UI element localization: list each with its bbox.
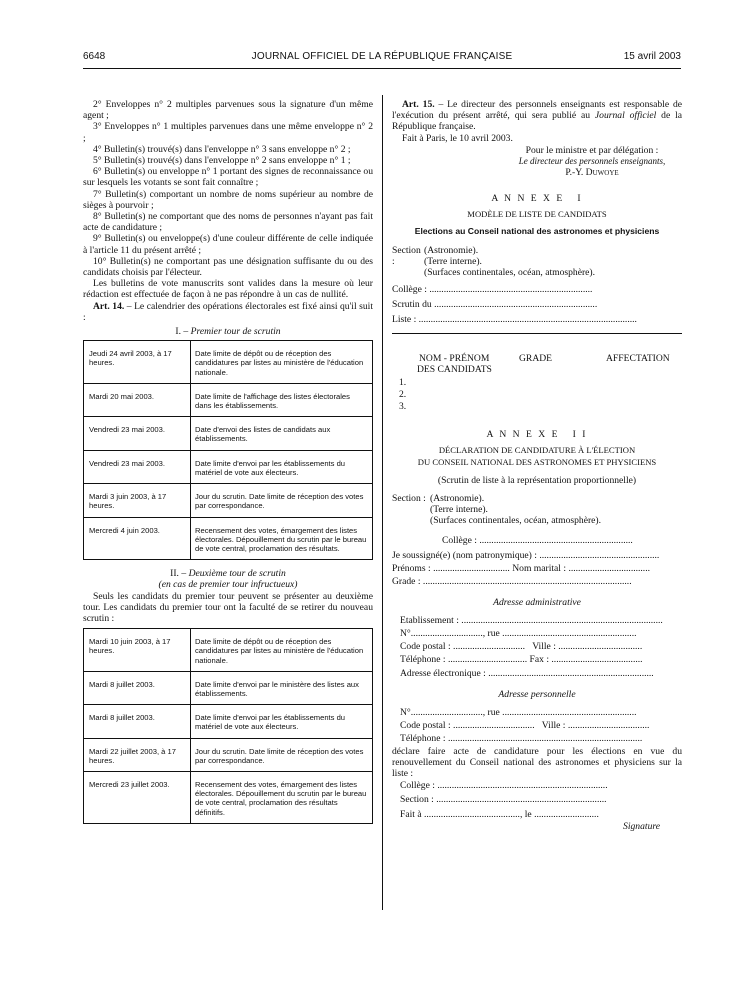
nullity-item: 10° Bulletin(s) ne comportant pas une désignation suffisante du ou des candidats choisis par l'électeur. xyxy=(83,255,373,279)
prenoms-line: Prénoms : ................................ Nom marital : .................................. xyxy=(392,563,650,575)
declaration-paragraph: déclare faire acte de candidature pour les élections en vue du renouvellement du Conseil national des astronomes et physiciens sur la liste : xyxy=(392,745,682,779)
elections-title: Elections au Conseil national des astronomes et physiciens xyxy=(414,225,660,236)
tel-line: Téléphone : ................................. Fax : ...................................... xyxy=(400,654,643,666)
column-header-affectation: AFFECTATION xyxy=(606,353,670,365)
email-line: Adresse électronique : ..................................................................... xyxy=(400,667,654,679)
table-row xyxy=(84,738,373,771)
model-title: MODÈLE DE LISTE DE CANDIDATS xyxy=(467,208,607,219)
right-column xyxy=(392,99,682,832)
liste-line: Liste : ........................................................................................... xyxy=(392,314,637,326)
date-cell: Vendredi 23 mai 2003. xyxy=(84,450,191,483)
college-line: Collège : .................................................................... xyxy=(392,283,593,295)
event-cell: Date limite d'envoi par les établissements du matériel de vote aux électeurs. xyxy=(191,705,373,738)
admin-address-title: Adresse administrative xyxy=(493,597,581,609)
director-title: Le directeur des personnels enseignants, xyxy=(518,156,666,167)
event-cell: Date limite de dépôt ou de réception des candidatures par listes au ministère de l'éducation nationale. xyxy=(191,629,373,672)
declaration-title-2: DU CONSEIL NATIONAL DES ASTRONOMES ET PHYSICIENS xyxy=(417,456,657,467)
second-round-subtitle: (en cas de premier tour infructueux) xyxy=(158,579,298,591)
college-line-2: Collège : ................................................................ xyxy=(442,534,633,546)
article-14-text: – Le calendrier des opérations électorales est fixé ainsi qu'il suit : xyxy=(83,300,373,323)
column-header-name: NOM - PRÉNOM xyxy=(419,353,490,365)
date-cell: Mercredi 4 juin 2003. xyxy=(84,517,191,560)
date-cell: Mardi 10 juin 2003, à 17 heures. xyxy=(84,629,191,672)
annex-2-title: A N N E X E I I xyxy=(486,429,588,441)
table-row xyxy=(84,450,373,483)
rue-line-2: N°.............................., rue ........................................................ xyxy=(400,706,637,718)
personal-address-title: Adresse personnelle xyxy=(498,688,576,700)
table-row xyxy=(84,705,373,738)
etab-line: Etablissement : .................................................................................... xyxy=(400,614,663,626)
grade-line: Grade : ....................................................................................... xyxy=(392,576,632,588)
soussigne-line: Je soussigné(e) (nom patronymique) : .................................................. xyxy=(392,549,660,561)
table-row xyxy=(84,671,373,704)
date-cell: Mardi 20 mai 2003. xyxy=(84,383,191,416)
cp-line: Code postal : .............................. Ville : ................................... xyxy=(400,641,643,653)
event-cell: Date d'envoi des listes de candidats aux établissements. xyxy=(191,417,373,450)
column-header-grade: GRADE xyxy=(519,353,553,365)
section-block-2: Section : (Astronomie). (Terre interne). (Surfaces continentales, océan, atmosphère). xyxy=(392,493,602,527)
nullity-item: 4° Bulletin(s) trouvé(s) dans l'enveloppe n° 3 sans enveloppe n° 2 ; xyxy=(93,143,351,155)
fait-a-line: Fait à ........................................, le ........................... xyxy=(400,808,599,820)
event-cell: Date limite d'envoi par les établissements du matériel de vote aux électeurs. xyxy=(191,450,373,483)
event-cell: Jour du scrutin. Date limite de réception des votes par correspondance. xyxy=(191,738,373,771)
first-round-heading: I. – Premier tour de scrutin xyxy=(175,326,281,338)
date-cell: Vendredi 23 mai 2003. xyxy=(84,417,191,450)
left-column xyxy=(83,99,373,824)
page-header xyxy=(83,51,681,65)
date-cell: Mardi 8 juillet 2003. xyxy=(84,705,191,738)
table-row xyxy=(84,517,373,560)
date-cell: Mercredi 23 juillet 2003. xyxy=(84,771,191,823)
scrutin-line: Scrutin du .................................................................... xyxy=(392,298,598,310)
signatory: P.-Y. Duwoye xyxy=(565,167,619,179)
table-row xyxy=(84,341,373,384)
manuscript-paragraph: Les bulletins de vote manuscrits sont valides dans la mesure où leur rédaction est effectuée de façon à ne pas répondre à un cas de nullité. xyxy=(83,278,373,301)
date-cell: Mardi 8 juillet 2003. xyxy=(84,671,191,704)
nullity-item: 6° Bulletin(s) ou enveloppe n° 1 portant des signes de reconnaissance ou sur lesquels les votants se sont fait connaître ; xyxy=(83,166,373,189)
date-cell: Jeudi 24 avril 2003, à 17 heures. xyxy=(84,341,191,384)
declaration-title-1: DÉCLARATION DE CANDIDATURE À L'ÉLECTION xyxy=(438,445,636,456)
event-cell: Recensement des votes, émargement des listes électorales. Dépouillement du scrutin par le bureau de vote central, proclamation des résultats. xyxy=(191,517,373,560)
nullity-item: 8° Bulletin(s) ne comportant que des noms de personnes n'ayant pas fait acte de candidature ; xyxy=(83,211,373,234)
table-row xyxy=(84,484,373,517)
journal-title: JOURNAL OFFICIEL DE LA RÉPUBLIQUE FRANÇAISE xyxy=(251,51,513,62)
rue-line: N°.............................., rue ........................................................ xyxy=(400,627,637,639)
second-round-table xyxy=(83,628,373,824)
column-divider xyxy=(382,95,383,910)
first-round-table xyxy=(83,340,373,560)
date-cell: Mardi 22 juillet 2003, à 17 heures. xyxy=(84,738,191,771)
page-number: 6648 xyxy=(83,51,106,62)
annex-1-title: A N N E X E I xyxy=(491,193,583,205)
delegation-line: Pour le ministre et par délégation : xyxy=(525,144,659,156)
section-block: Section : (Astronomie). (Terre interne). (Surfaces continentales, océan, atmosphère). xyxy=(392,245,596,279)
candidates-header: NOM - PRÉNOM DES CANDIDATS GRADE AFFECTATION xyxy=(417,353,670,376)
table-row xyxy=(84,417,373,450)
article-15: Art. 15. – Le directeur des personnels enseignants est responsable de l'exécution du présent arrêté, qui sera publié au Journal officiel de la République française. xyxy=(392,99,683,133)
table-row xyxy=(84,383,373,416)
table-row xyxy=(84,629,373,672)
event-cell: Jour du scrutin. Date limite de réception des votes par correspondance. xyxy=(191,484,373,517)
event-cell: Date limite de l'affichage des listes électorales dans les établissements. xyxy=(191,383,373,416)
nullity-item: 5° Bulletin(s) trouvé(s) dans l'enveloppe n° 2 sans enveloppe n° 1 ; xyxy=(93,155,351,167)
signature-label: Signature xyxy=(623,820,660,832)
second-round-heading: II. – Deuxième tour de scrutin xyxy=(170,568,286,580)
nullity-item: 9° Bulletin(s) ou enveloppe(s) d'une couleur différente de celle indiquée à l'article 11 du présent arrêté ; xyxy=(83,233,373,256)
event-cell: Date limite de dépôt ou de réception des candidatures par listes au ministère de l'éducation nationale. xyxy=(191,341,373,384)
fait-a-paris: Fait à Paris, le 10 avril 2003. xyxy=(402,132,513,144)
article-14-label: Art. 14. xyxy=(93,300,125,312)
cp-line-2: Code postal : .................................. Ville : .................................. xyxy=(400,720,650,732)
publication-date: 15 avril 2003 xyxy=(623,51,681,62)
section-line-3: Section : ....................................................................... xyxy=(400,794,607,806)
event-cell: Date limite d'envoi par le ministère des listes aux établissements. xyxy=(191,671,373,704)
separator xyxy=(392,333,682,334)
candidates-list: 1. 2. 3. xyxy=(399,377,407,413)
scrutin-type: (Scrutin de liste à la représentation proportionnelle) xyxy=(437,474,637,486)
second-round-paragraph: Seuls les candidats du premier tour peuvent se présenter au deuxième tour. Les candidats du premier tour ont la faculté de se retirer du nouveau scrutin : xyxy=(83,590,373,624)
tel-line-2: Téléphone : ................................................................................. xyxy=(400,733,643,745)
nullity-item: 2° Enveloppes n° 2 multiples parvenues sous la signature d'un même agent ; xyxy=(83,99,373,122)
college-line-3: Collège : ....................................................................... xyxy=(400,780,608,792)
event-cell: Recensement des votes, émargement des listes électorales. Dépouillement du scrutin par le bureau de vote central, proclamation des résultats définitifs. xyxy=(191,771,373,823)
nullity-item: 7° Bulletin(s) comportant un nombre de noms supérieur au nombre de sièges à pourvoir ; xyxy=(83,188,373,211)
table-row xyxy=(84,771,373,823)
nullity-item: 3° Enveloppes n° 1 multiples parvenues dans une même enveloppe n° 2 ; xyxy=(83,121,373,144)
header-rule xyxy=(83,68,681,69)
date-cell: Mardi 3 juin 2003, à 17 heures. xyxy=(84,484,191,517)
article-14 xyxy=(83,301,373,323)
